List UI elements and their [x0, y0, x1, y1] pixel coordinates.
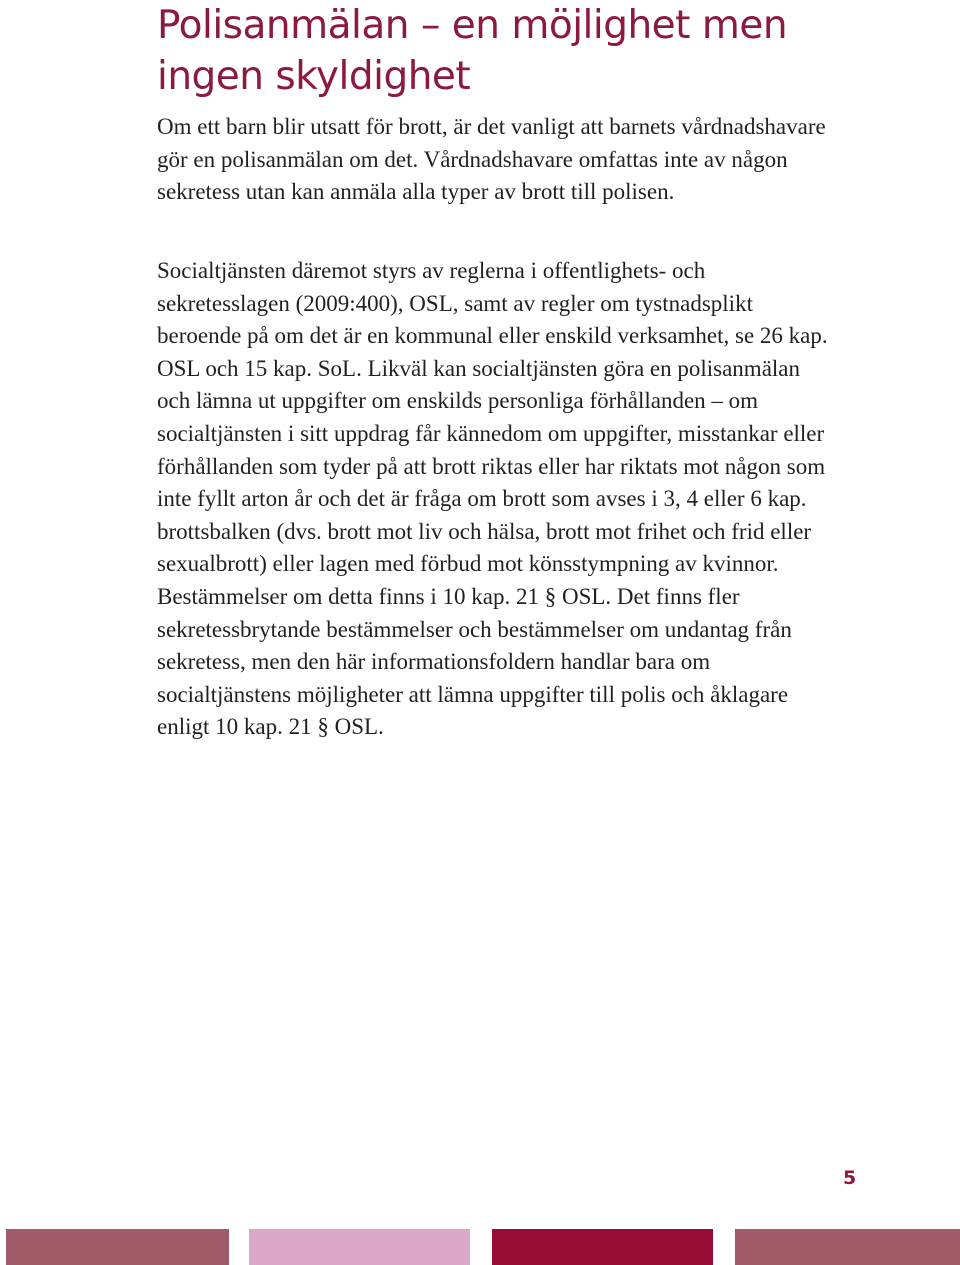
page-number: 5: [843, 1167, 857, 1189]
paragraph-socialtjansten: Socialtjänsten däremot styrs av reglerna i offentlighets- och sekretesslagen (2009:400), OSL, samt av regler om tystnadsplikt beroende på om det är en kommunal eller enskild verksamhet, se 26 kap. OSL och 15 kap. SoL. Likväl kan socialtjänsten göra en polisanmälan och lämna ut uppgifter om enskilds personliga förhållanden – om socialtjänsten i sitt uppdrag får kännedom om uppgifter, misstankar eller förhållanden som tyder på att brott riktas eller har riktats mot någon som inte fyllt arton år och det är fråga om brott som avses i 3, 4 eller 6 kap. brottsbalken (dvs. brott mot liv och hälsa, brott mot frihet och frid eller sexualbrott) eller lagen med förbud mot könsstympning av kvinnor. Bestämmelser om detta finns i 10 kap. 21 § OSL. Det finns fler sekretessbrytande bestämmelser och bestämmelser om undantag från sekretess, men den här informationsfoldern handlar bara om socialtjänstens möjligheter att lämna uppgifter till polis och åklagare enligt 10 kap. 21 § OSL.: [157, 258, 828, 740]
footer-stripe-3: [492, 1229, 713, 1265]
footer-stripe-2: [249, 1229, 470, 1265]
paragraph-intro: Om ett barn blir utsatt för brott, är det vanligt att barnets vårdnadshavare gör en polisanmälan om det. Vårdnadshavare omfattas inte av någon sekretess utan kan anmäla alla typer av brott till polisen.: [157, 114, 826, 205]
page-title: Polisanmälan – en möjlighet men ingen skyldighet: [157, 3, 788, 99]
footer-stripe-1: [6, 1229, 229, 1265]
footer-stripe-4: [735, 1229, 960, 1265]
